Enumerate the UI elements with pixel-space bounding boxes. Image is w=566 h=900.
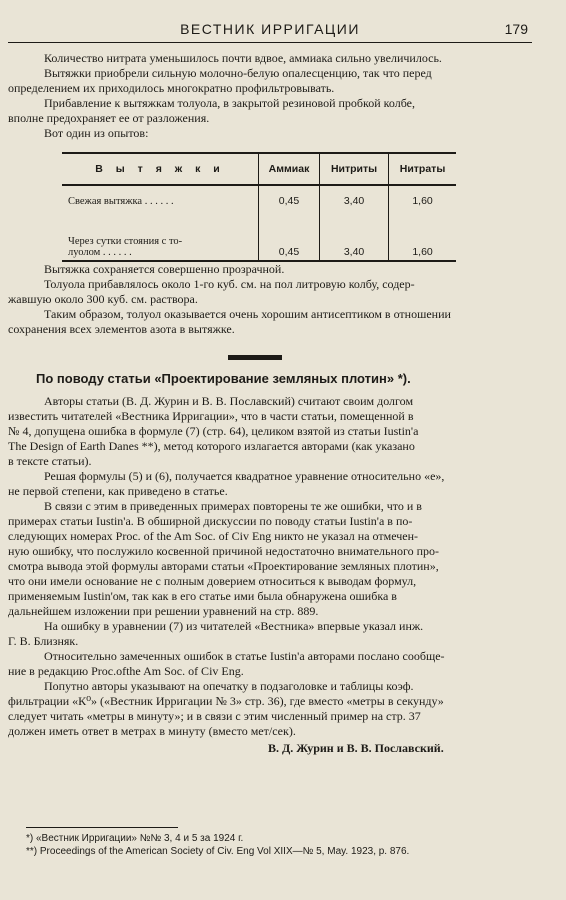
body-line: Вытяжка сохраняется совершенно прозрачной. bbox=[44, 262, 285, 276]
row-label bbox=[62, 216, 259, 261]
table-header-row bbox=[62, 153, 456, 185]
body-line: должен иметь ответ в метрах в минуту (вместо мет/сек). bbox=[8, 724, 296, 738]
footnote-item: **) Proceedings of the American Society of Civ. Eng Vol XIIX—№ 5, May. 1923, p. 876. bbox=[26, 846, 410, 857]
row-label-line: луолом . . . . . . bbox=[68, 247, 132, 258]
body-line: Г. В. Близняк. bbox=[8, 634, 79, 648]
body-line: следует читать «метры в минуту»; и в связи с этим численный пример на стр. 37 bbox=[8, 709, 421, 723]
body-line: В связи с этим в приведенных примерах повторены те же ошибки, что и в bbox=[44, 499, 422, 513]
body-line: примерах статьи Iustin'a. В обширной дискуссии по поводу статьи Iustin'a в по- bbox=[8, 514, 413, 528]
column-header-ammonia: Аммиак bbox=[259, 153, 320, 185]
body-line: в тексте статьи). bbox=[8, 454, 92, 468]
ammonia-value: 0,45 bbox=[259, 185, 320, 216]
body-line: № 4, допущена ошибка в формуле (7) (стр. 64), целиком взятой из статьи Iustin'a bbox=[8, 424, 419, 438]
body-line: ную ошибку, что послужило косвенной причиной недостаточно внимательного про- bbox=[8, 544, 439, 558]
body-line: определением их приходилось многократно профильтровывать. bbox=[8, 81, 335, 95]
experiment-table bbox=[62, 152, 456, 262]
row-label-line: Через сутки стояния с то- bbox=[68, 236, 183, 247]
body-line: Вот один из опытов: bbox=[44, 126, 149, 140]
body-line: известить читателей «Вестника Ирригации», что в части статьи, помещенной в bbox=[8, 409, 414, 423]
body-line: жавшую около 300 куб. см. раствора. bbox=[8, 292, 198, 306]
body-line: фильтрации «К⁰» («Вестник Ирригации № 3» стр. 36), где вместо «метры в секунду» bbox=[8, 694, 444, 708]
body-line: На ошибку в уравнении (7) из читателей «Вестника» впервые указал инж. bbox=[44, 619, 424, 633]
column-header-nitrites: Нитриты bbox=[320, 153, 389, 185]
table-row bbox=[62, 216, 456, 261]
body-line: Относительно замеченных ошибок в статье Iustin'a авторами послано сообще- bbox=[44, 649, 445, 663]
body-line: ние в редакцию Proc.ofthe Am Soc. of Civ Eng. bbox=[8, 664, 244, 678]
body-line: Попутно авторы указывают на опечатку в подзаголовке и таблицы коэф. bbox=[44, 679, 414, 693]
body-line: следующих номерах Proc. of the Am Soc. of Civ Eng никто не указал на отмечен- bbox=[8, 529, 419, 543]
body-line: Таким образом, толуол оказывается очень хорошим антисептиком в отношении bbox=[44, 307, 451, 321]
page-number: 179 bbox=[504, 21, 528, 37]
body-line: применяемым Iustin'ом, так как в его статье ими была обнаружена ошибка в bbox=[8, 589, 397, 603]
nitrites-value: 3,40 bbox=[320, 216, 389, 261]
body-line: смотра вывода этой формулы авторами статьи «Проектирование земляных плотин», bbox=[8, 559, 439, 573]
body-line: сохранения всех элементов азота в вытяжке. bbox=[8, 322, 235, 336]
article-heading: По поводу статьи «Проектирование земляных плотин» *). bbox=[36, 371, 411, 386]
body-line: Прибавление к вытяжкам толуола, в закрытой резиновой пробкой колбе, bbox=[44, 96, 415, 110]
footnote-item: *) «Вестник Ирригации» №№ 3, 4 и 5 за 1924 г. bbox=[26, 833, 244, 844]
body-line: Решая формулы (5) и (6), получается квадратное уравнение относительно «е», bbox=[44, 469, 445, 483]
nitrates-value: 1,60 bbox=[389, 185, 456, 216]
body-line: вполне предохраняет ее от разложения. bbox=[8, 111, 210, 125]
body-line: Вытяжки приобрели сильную молочно-белую опалесценцию, так что перед bbox=[44, 66, 432, 80]
section-divider bbox=[228, 355, 282, 360]
body-line: The Design of Earth Danes **), метод которого излагается авторами (как указано bbox=[8, 439, 415, 453]
column-header-nitrates: Нитраты bbox=[389, 153, 456, 185]
row-label: Свежая вытяжка . . . . . . bbox=[68, 195, 174, 207]
body-line: Авторы статьи (В. Д. Журин и В. В. Пославский) считают своим долгом bbox=[44, 394, 414, 408]
body-line: дальнейшем изложении при решении уравнений на стр. 889. bbox=[8, 604, 319, 618]
authors-signature: В. Д. Журин и В. В. Пославский. bbox=[268, 741, 444, 755]
journal-title: ВЕСТНИК ИРРИГАЦИИ bbox=[180, 21, 360, 37]
body-line: не первой степени, как приведено в статье. bbox=[8, 484, 228, 498]
footnotes bbox=[26, 832, 409, 858]
body-line: Количество нитрата уменьшилось почти вдвое, аммиака сильно увеличилось. bbox=[44, 51, 442, 65]
body-line: что они имели основание не с полным доверием относиться к выводам формул, bbox=[8, 574, 417, 588]
column-header-extracts: В ы т я ж к и bbox=[62, 153, 259, 185]
ammonia-value: 0,45 bbox=[259, 216, 320, 261]
footnote-rule bbox=[26, 827, 178, 828]
nitrites-value: 3,40 bbox=[320, 185, 389, 216]
table-row bbox=[62, 185, 456, 216]
nitrates-value: 1,60 bbox=[389, 216, 456, 261]
running-header bbox=[8, 20, 532, 43]
body-line: Толуола прибавлялось около 1-го куб. см. на пол литровую колбу, содер- bbox=[44, 277, 415, 291]
